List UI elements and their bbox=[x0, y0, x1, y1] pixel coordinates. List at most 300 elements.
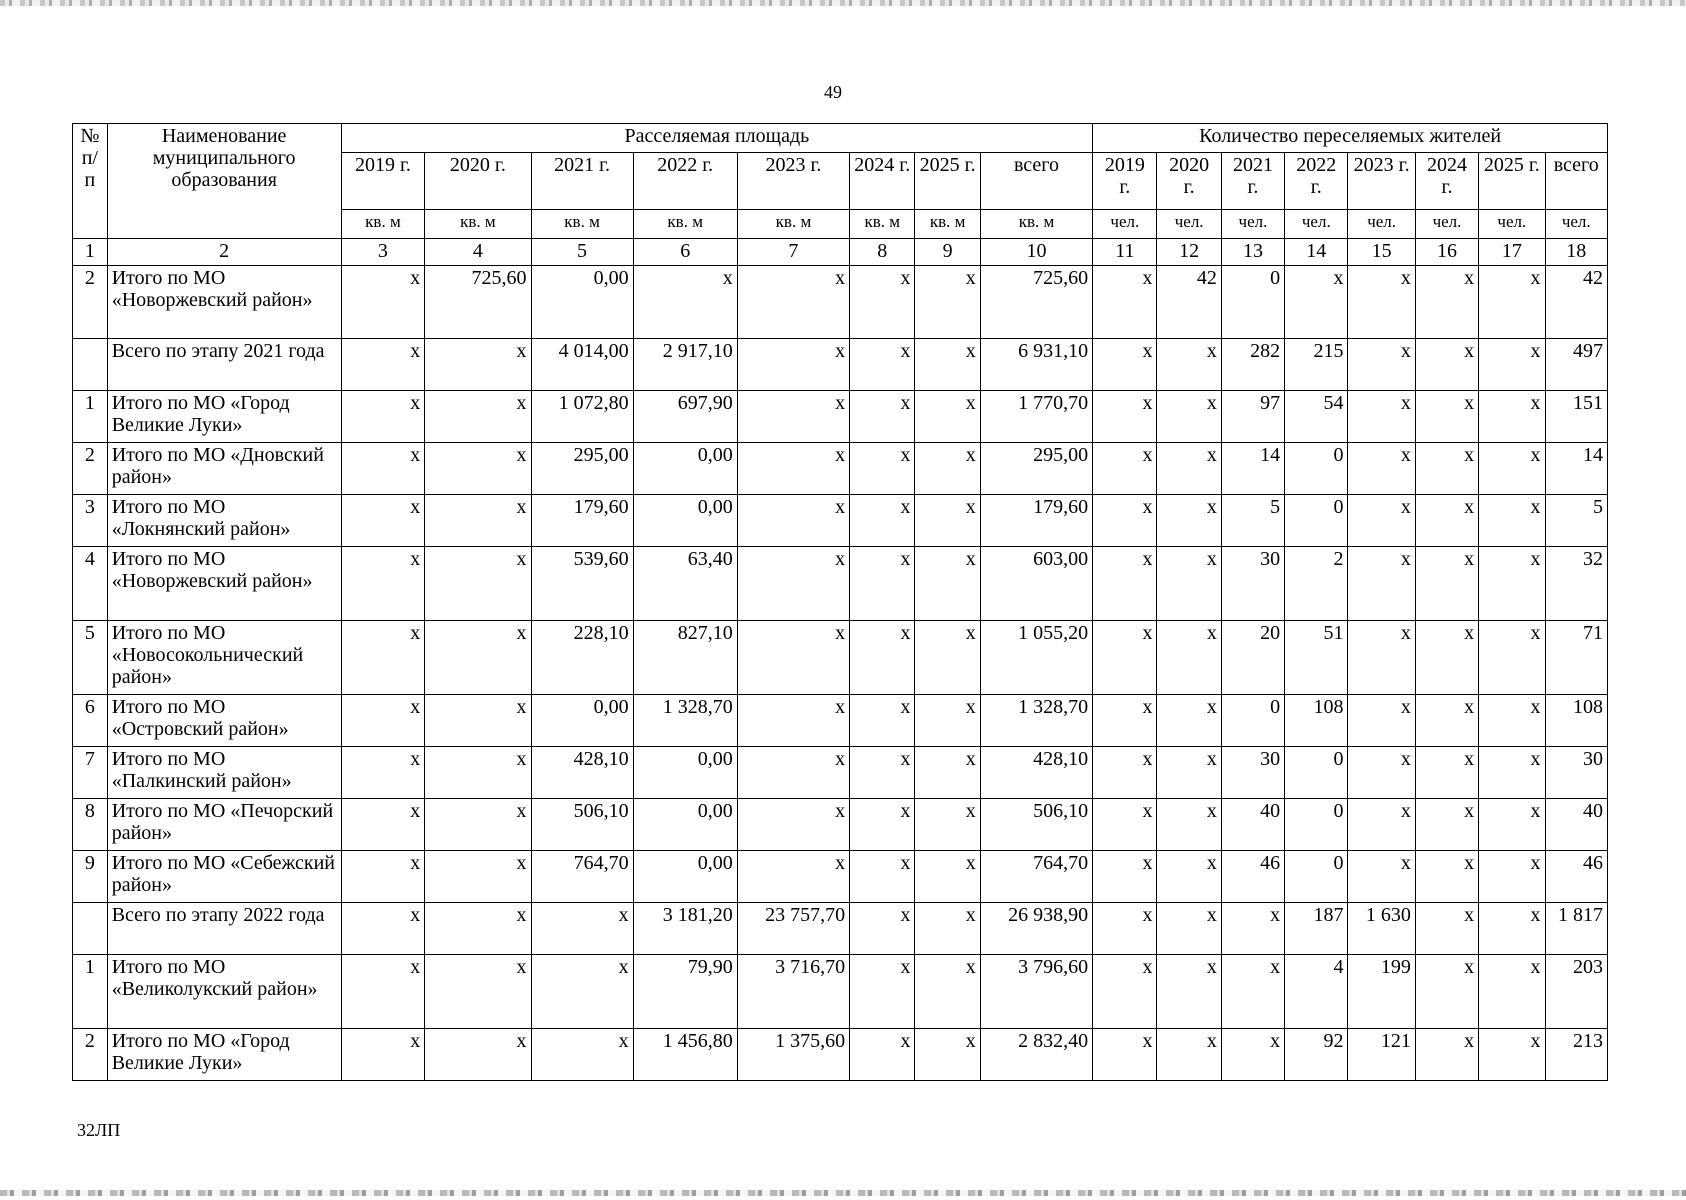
cell-residents-value: х bbox=[1093, 799, 1157, 851]
cell-residents-value: х bbox=[1093, 547, 1157, 621]
cell-area-value: х bbox=[425, 1029, 531, 1081]
cell-area-value: х bbox=[425, 547, 531, 621]
cell-area-value: 725,60 bbox=[980, 266, 1092, 339]
cell-residents-value: х bbox=[1093, 955, 1157, 1029]
cell-residents-value: 187 bbox=[1285, 903, 1348, 955]
cell-residents-value: 46 bbox=[1545, 851, 1607, 903]
cell-area-value: 3 716,70 bbox=[737, 955, 849, 1029]
header-column-number: 5 bbox=[531, 239, 633, 266]
cell-area-value: 23 757,70 bbox=[737, 903, 849, 955]
cell-residents-value: х bbox=[1479, 266, 1545, 339]
cell-area-value: х bbox=[425, 903, 531, 955]
header-unit-area: кв. м bbox=[425, 210, 531, 239]
cell-area-value: 428,10 bbox=[980, 747, 1092, 799]
cell-residents-value: х bbox=[1093, 391, 1157, 443]
cell-area-value: х bbox=[341, 621, 425, 695]
cell-area-value: 2 917,10 bbox=[633, 339, 737, 391]
cell-area-value: 0,00 bbox=[633, 799, 737, 851]
cell-residents-value: х bbox=[1415, 903, 1478, 955]
header-residents-year: 2021 г. bbox=[1221, 153, 1284, 210]
header-area-year: 2020 г. bbox=[425, 153, 531, 210]
cell-area-value: х bbox=[341, 695, 425, 747]
header-unit-area: кв. м bbox=[531, 210, 633, 239]
row-name: Итого по МО «Островский район» bbox=[107, 695, 341, 747]
header-residents-year: 2019 г. bbox=[1093, 153, 1157, 210]
row-number: 8 bbox=[73, 799, 108, 851]
table-row bbox=[73, 799, 1608, 851]
cell-area-value: х bbox=[915, 903, 980, 955]
cell-area-value: 1 456,80 bbox=[633, 1029, 737, 1081]
header-area-year: 2022 г. bbox=[633, 153, 737, 210]
cell-area-value: х bbox=[425, 955, 531, 1029]
cell-residents-value: х bbox=[1348, 266, 1415, 339]
row-name: Итого по МО «Город Великие Луки» bbox=[107, 391, 341, 443]
row-number: 2 bbox=[73, 443, 108, 495]
cell-area-value: х bbox=[850, 955, 915, 1029]
cell-area-value: х bbox=[425, 851, 531, 903]
cell-area-value: х bbox=[915, 339, 980, 391]
header-unit-residents: чел. bbox=[1093, 210, 1157, 239]
cell-area-value: 539,60 bbox=[531, 547, 633, 621]
cell-area-value: х bbox=[915, 391, 980, 443]
cell-residents-value: х bbox=[1479, 1029, 1545, 1081]
cell-residents-value: 4 bbox=[1285, 955, 1348, 1029]
cell-residents-value: х bbox=[1479, 955, 1545, 1029]
cell-residents-value: х bbox=[1479, 621, 1545, 695]
cell-area-value: х bbox=[737, 391, 849, 443]
cell-residents-value: х bbox=[1479, 695, 1545, 747]
row-name: Итого по МО «Великолукский район» bbox=[107, 955, 341, 1029]
cell-area-value: х bbox=[737, 547, 849, 621]
cell-area-value: х bbox=[633, 266, 737, 339]
row-name: Всего по этапу 2021 года bbox=[107, 339, 341, 391]
cell-residents-value: 5 bbox=[1545, 495, 1607, 547]
table-row bbox=[73, 495, 1608, 547]
row-name: Итого по МО «Палкинский район» bbox=[107, 747, 341, 799]
row-number: 1 bbox=[73, 391, 108, 443]
cell-area-value: х bbox=[425, 495, 531, 547]
cell-residents-value: х bbox=[1348, 851, 1415, 903]
cell-residents-value: х bbox=[1479, 747, 1545, 799]
cell-area-value: 428,10 bbox=[531, 747, 633, 799]
header-unit-residents: чел. bbox=[1157, 210, 1221, 239]
cell-residents-value: х bbox=[1157, 339, 1221, 391]
cell-area-value: х bbox=[850, 266, 915, 339]
header-unit-residents: чел. bbox=[1348, 210, 1415, 239]
cell-area-value: 506,10 bbox=[531, 799, 633, 851]
cell-residents-value: х bbox=[1415, 695, 1478, 747]
cell-area-value: х bbox=[850, 495, 915, 547]
cell-residents-value: 0 bbox=[1285, 851, 1348, 903]
cell-residents-value: х bbox=[1093, 621, 1157, 695]
cell-area-value: х bbox=[915, 799, 980, 851]
table-row bbox=[73, 621, 1608, 695]
cell-residents-value: х bbox=[1157, 443, 1221, 495]
scan-edge-bottom bbox=[0, 1190, 1686, 1196]
row-number: 9 bbox=[73, 851, 108, 903]
cell-residents-value: 497 bbox=[1545, 339, 1607, 391]
row-number bbox=[73, 339, 108, 391]
row-name: Итого по МО «Новоржевский район» bbox=[107, 547, 341, 621]
cell-area-value: х bbox=[341, 495, 425, 547]
cell-residents-value: х bbox=[1348, 547, 1415, 621]
cell-area-value: 0,00 bbox=[633, 443, 737, 495]
cell-area-value: 3 796,60 bbox=[980, 955, 1092, 1029]
cell-residents-value: х bbox=[1415, 266, 1478, 339]
cell-residents-value: х bbox=[1348, 621, 1415, 695]
cell-area-value: 0,00 bbox=[633, 495, 737, 547]
cell-area-value: х bbox=[341, 391, 425, 443]
cell-area-value: 603,00 bbox=[980, 547, 1092, 621]
header-column-number: 3 bbox=[341, 239, 425, 266]
header-area-year: всего bbox=[980, 153, 1092, 210]
header-column-number: 18 bbox=[1545, 239, 1607, 266]
cell-area-value: х bbox=[915, 851, 980, 903]
table-row bbox=[73, 391, 1608, 443]
cell-area-value: х bbox=[915, 695, 980, 747]
cell-residents-value: х bbox=[1157, 391, 1221, 443]
cell-residents-value: х bbox=[1157, 747, 1221, 799]
cell-residents-value: 151 bbox=[1545, 391, 1607, 443]
cell-residents-value: 0 bbox=[1285, 799, 1348, 851]
table-row bbox=[73, 903, 1608, 955]
cell-residents-value: х bbox=[1415, 1029, 1478, 1081]
cell-residents-value: х bbox=[1221, 955, 1284, 1029]
cell-residents-value: х bbox=[1093, 266, 1157, 339]
cell-area-value: х bbox=[425, 339, 531, 391]
cell-residents-value: х bbox=[1348, 495, 1415, 547]
cell-residents-value: х bbox=[1479, 799, 1545, 851]
cell-area-value: х bbox=[341, 1029, 425, 1081]
cell-residents-value: х bbox=[1157, 903, 1221, 955]
cell-area-value: х bbox=[341, 903, 425, 955]
cell-area-value: х bbox=[531, 1029, 633, 1081]
cell-residents-value: х bbox=[1093, 695, 1157, 747]
cell-residents-value: 40 bbox=[1221, 799, 1284, 851]
cell-area-value: х bbox=[915, 547, 980, 621]
cell-residents-value: 30 bbox=[1545, 747, 1607, 799]
cell-residents-value: х bbox=[1348, 391, 1415, 443]
header-unit-area: кв. м bbox=[341, 210, 425, 239]
cell-area-value: х bbox=[737, 695, 849, 747]
cell-residents-value: 71 bbox=[1545, 621, 1607, 695]
cell-area-value: х bbox=[737, 443, 849, 495]
cell-area-value: 725,60 bbox=[425, 266, 531, 339]
cell-residents-value: х bbox=[1479, 495, 1545, 547]
cell-residents-value: х bbox=[1157, 547, 1221, 621]
cell-area-value: х bbox=[850, 851, 915, 903]
table-row bbox=[73, 339, 1608, 391]
cell-area-value: х bbox=[850, 747, 915, 799]
cell-residents-value: 51 bbox=[1285, 621, 1348, 695]
cell-area-value: х bbox=[425, 747, 531, 799]
header-column-number: 4 bbox=[425, 239, 531, 266]
cell-area-value: 179,60 bbox=[531, 495, 633, 547]
cell-residents-value: х bbox=[1415, 621, 1478, 695]
cell-area-value: х bbox=[915, 621, 980, 695]
cell-area-value: х bbox=[737, 339, 849, 391]
cell-area-value: 0,00 bbox=[531, 695, 633, 747]
resettlement-table bbox=[72, 123, 1608, 1081]
header-area-year: 2024 г. bbox=[850, 153, 915, 210]
cell-area-value: х bbox=[341, 851, 425, 903]
header-unit-area: кв. м bbox=[915, 210, 980, 239]
cell-residents-value: х bbox=[1157, 799, 1221, 851]
cell-residents-value: 0 bbox=[1285, 495, 1348, 547]
cell-residents-value: х bbox=[1415, 747, 1478, 799]
cell-residents-value: х bbox=[1221, 1029, 1284, 1081]
header-column-number: 15 bbox=[1348, 239, 1415, 266]
cell-residents-value: х bbox=[1221, 903, 1284, 955]
table-row bbox=[73, 747, 1608, 799]
cell-area-value: 228,10 bbox=[531, 621, 633, 695]
header-column-number: 17 bbox=[1479, 239, 1545, 266]
table-row bbox=[73, 443, 1608, 495]
cell-area-value: х bbox=[341, 443, 425, 495]
cell-area-value: х bbox=[915, 495, 980, 547]
cell-area-value: х bbox=[341, 955, 425, 1029]
cell-area-value: х bbox=[425, 799, 531, 851]
cell-area-value: х bbox=[737, 266, 849, 339]
table-body bbox=[73, 266, 1608, 1081]
cell-residents-value: х bbox=[1157, 695, 1221, 747]
cell-area-value: 6 931,10 bbox=[980, 339, 1092, 391]
cell-residents-value: х bbox=[1348, 799, 1415, 851]
header-column-number: 13 bbox=[1221, 239, 1284, 266]
header-residents-group: Количество переселяемых жителей bbox=[1093, 124, 1608, 153]
header-column-number: 11 bbox=[1093, 239, 1157, 266]
row-name: Итого по МО «Новосокольнический район» bbox=[107, 621, 341, 695]
header-row-groups bbox=[73, 124, 1608, 153]
cell-area-value: 63,40 bbox=[633, 547, 737, 621]
header-column-number: 14 bbox=[1285, 239, 1348, 266]
cell-area-value: х bbox=[737, 495, 849, 547]
header-name: Наименование муниципального образования bbox=[107, 124, 341, 239]
cell-area-value: х bbox=[850, 547, 915, 621]
cell-residents-value: 2 bbox=[1285, 547, 1348, 621]
cell-area-value: 827,10 bbox=[633, 621, 737, 695]
cell-residents-value: 0 bbox=[1221, 266, 1284, 339]
row-number: 2 bbox=[73, 266, 108, 339]
cell-area-value: х bbox=[531, 903, 633, 955]
cell-residents-value: х bbox=[1157, 955, 1221, 1029]
cell-residents-value: х bbox=[1093, 495, 1157, 547]
table-row bbox=[73, 695, 1608, 747]
cell-area-value: 26 938,90 bbox=[980, 903, 1092, 955]
cell-area-value: х bbox=[850, 339, 915, 391]
cell-area-value: х bbox=[850, 799, 915, 851]
table-header bbox=[73, 124, 1608, 266]
cell-residents-value: х bbox=[1415, 547, 1478, 621]
cell-area-value: 764,70 bbox=[531, 851, 633, 903]
cell-residents-value: х bbox=[1415, 495, 1478, 547]
cell-residents-value: 203 bbox=[1545, 955, 1607, 1029]
cell-residents-value: х bbox=[1157, 851, 1221, 903]
row-name: Итого по МО «Город Великие Луки» bbox=[107, 1029, 341, 1081]
cell-residents-value: 1 817 bbox=[1545, 903, 1607, 955]
cell-area-value: 2 832,40 bbox=[980, 1029, 1092, 1081]
cell-residents-value: х bbox=[1415, 851, 1478, 903]
cell-residents-value: 32 bbox=[1545, 547, 1607, 621]
cell-residents-value: х bbox=[1093, 851, 1157, 903]
cell-area-value: 1 055,20 bbox=[980, 621, 1092, 695]
cell-area-value: х bbox=[915, 955, 980, 1029]
header-area-year: 2025 г. bbox=[915, 153, 980, 210]
cell-area-value: х bbox=[850, 1029, 915, 1081]
cell-area-value: х bbox=[341, 747, 425, 799]
header-column-number: 16 bbox=[1415, 239, 1478, 266]
cell-residents-value: х bbox=[1479, 339, 1545, 391]
cell-residents-value: 0 bbox=[1285, 747, 1348, 799]
header-residents-year: 2022 г. bbox=[1285, 153, 1348, 210]
cell-area-value: х bbox=[341, 339, 425, 391]
cell-residents-value: 54 bbox=[1285, 391, 1348, 443]
cell-residents-value: х bbox=[1157, 1029, 1221, 1081]
cell-area-value: 764,70 bbox=[980, 851, 1092, 903]
cell-area-value: х bbox=[425, 443, 531, 495]
cell-residents-value: х bbox=[1093, 747, 1157, 799]
header-unit-residents: чел. bbox=[1415, 210, 1478, 239]
table-row bbox=[73, 266, 1608, 339]
header-residents-year: 2020 г. bbox=[1157, 153, 1221, 210]
table-row bbox=[73, 955, 1608, 1029]
header-unit-area: кв. м bbox=[633, 210, 737, 239]
cell-residents-value: х bbox=[1415, 339, 1478, 391]
cell-residents-value: х bbox=[1415, 799, 1478, 851]
header-unit-area: кв. м bbox=[980, 210, 1092, 239]
cell-residents-value: 46 bbox=[1221, 851, 1284, 903]
cell-residents-value: 0 bbox=[1285, 443, 1348, 495]
cell-residents-value: 5 bbox=[1221, 495, 1284, 547]
cell-area-value: 1 072,80 bbox=[531, 391, 633, 443]
row-name: Итого по МО «Дновский район» bbox=[107, 443, 341, 495]
cell-residents-value: х bbox=[1093, 443, 1157, 495]
row-number bbox=[73, 903, 108, 955]
row-number: 5 bbox=[73, 621, 108, 695]
table-row bbox=[73, 547, 1608, 621]
cell-residents-value: х bbox=[1348, 443, 1415, 495]
cell-area-value: х bbox=[850, 903, 915, 955]
cell-area-value: х bbox=[915, 443, 980, 495]
scan-edge-top bbox=[0, 0, 1686, 6]
cell-residents-value: х bbox=[1415, 955, 1478, 1029]
cell-residents-value: х bbox=[1093, 903, 1157, 955]
cell-area-value: х bbox=[737, 851, 849, 903]
cell-residents-value: 30 bbox=[1221, 747, 1284, 799]
cell-residents-value: 14 bbox=[1221, 443, 1284, 495]
cell-residents-value: х bbox=[1348, 695, 1415, 747]
header-column-number: 9 bbox=[915, 239, 980, 266]
cell-residents-value: х bbox=[1479, 851, 1545, 903]
cell-area-value: х bbox=[341, 799, 425, 851]
cell-area-value: 295,00 bbox=[531, 443, 633, 495]
cell-area-value: 1 328,70 bbox=[980, 695, 1092, 747]
cell-residents-value: 213 bbox=[1545, 1029, 1607, 1081]
header-unit-residents: чел. bbox=[1545, 210, 1607, 239]
cell-residents-value: 20 bbox=[1221, 621, 1284, 695]
cell-area-value: х bbox=[850, 443, 915, 495]
cell-area-value: х bbox=[737, 747, 849, 799]
cell-area-value: х bbox=[850, 695, 915, 747]
header-column-number: 1 bbox=[73, 239, 108, 266]
row-number: 7 bbox=[73, 747, 108, 799]
page-number: 49 bbox=[824, 82, 842, 102]
row-name: Всего по этапу 2022 года bbox=[107, 903, 341, 955]
row-name: Итого по МО «Себежский район» bbox=[107, 851, 341, 903]
row-number: 6 bbox=[73, 695, 108, 747]
cell-area-value: х bbox=[915, 1029, 980, 1081]
cell-area-value: х bbox=[425, 391, 531, 443]
cell-area-value: х bbox=[531, 955, 633, 1029]
cell-residents-value: 121 bbox=[1348, 1029, 1415, 1081]
header-area-year: 2021 г. bbox=[531, 153, 633, 210]
cell-residents-value: х bbox=[1479, 547, 1545, 621]
cell-residents-value: х bbox=[1157, 621, 1221, 695]
document-code: 32ЛП bbox=[77, 1120, 121, 1140]
table-row bbox=[73, 1029, 1608, 1081]
row-number: 2 bbox=[73, 1029, 108, 1081]
cell-area-value: 697,90 bbox=[633, 391, 737, 443]
cell-residents-value: х bbox=[1093, 339, 1157, 391]
header-area-year: 2019 г. bbox=[341, 153, 425, 210]
cell-area-value: х bbox=[915, 747, 980, 799]
cell-residents-value: х bbox=[1348, 747, 1415, 799]
cell-residents-value: х bbox=[1157, 495, 1221, 547]
cell-residents-value: х bbox=[1479, 443, 1545, 495]
cell-area-value: 0,00 bbox=[633, 851, 737, 903]
cell-area-value: х bbox=[425, 621, 531, 695]
cell-area-value: 506,10 bbox=[980, 799, 1092, 851]
cell-residents-value: х bbox=[1285, 266, 1348, 339]
row-number: 4 bbox=[73, 547, 108, 621]
cell-residents-value: 42 bbox=[1545, 266, 1607, 339]
cell-residents-value: 215 bbox=[1285, 339, 1348, 391]
header-unit-residents: чел. bbox=[1285, 210, 1348, 239]
cell-area-value: 0,00 bbox=[633, 747, 737, 799]
header-residents-year: 2023 г. bbox=[1348, 153, 1415, 210]
header-residents-year: 2025 г. bbox=[1479, 153, 1545, 210]
cell-residents-value: 97 bbox=[1221, 391, 1284, 443]
cell-residents-value: 14 bbox=[1545, 443, 1607, 495]
cell-area-value: 3 181,20 bbox=[633, 903, 737, 955]
header-unit-residents: чел. bbox=[1221, 210, 1284, 239]
header-column-number: 2 bbox=[107, 239, 341, 266]
cell-area-value: 1 328,70 bbox=[633, 695, 737, 747]
cell-residents-value: 0 bbox=[1221, 695, 1284, 747]
row-name: Итого по МО «Локнянский район» bbox=[107, 495, 341, 547]
cell-area-value: х bbox=[850, 391, 915, 443]
cell-area-value: 0,00 bbox=[531, 266, 633, 339]
cell-residents-value: 108 bbox=[1285, 695, 1348, 747]
row-number: 1 bbox=[73, 955, 108, 1029]
cell-residents-value: 30 bbox=[1221, 547, 1284, 621]
cell-area-value: 4 014,00 bbox=[531, 339, 633, 391]
cell-area-value: х bbox=[425, 695, 531, 747]
cell-residents-value: 282 bbox=[1221, 339, 1284, 391]
cell-area-value: х bbox=[341, 266, 425, 339]
row-number: 3 bbox=[73, 495, 108, 547]
cell-residents-value: 199 bbox=[1348, 955, 1415, 1029]
cell-residents-value: 42 bbox=[1157, 266, 1221, 339]
header-unit-area: кв. м bbox=[850, 210, 915, 239]
header-column-number: 7 bbox=[737, 239, 849, 266]
cell-area-value: х bbox=[341, 547, 425, 621]
cell-area-value: х bbox=[915, 266, 980, 339]
header-column-number: 10 bbox=[980, 239, 1092, 266]
header-residents-year: всего bbox=[1545, 153, 1607, 210]
cell-area-value: 1 770,70 bbox=[980, 391, 1092, 443]
header-area-group: Расселяемая площадь bbox=[341, 124, 1093, 153]
